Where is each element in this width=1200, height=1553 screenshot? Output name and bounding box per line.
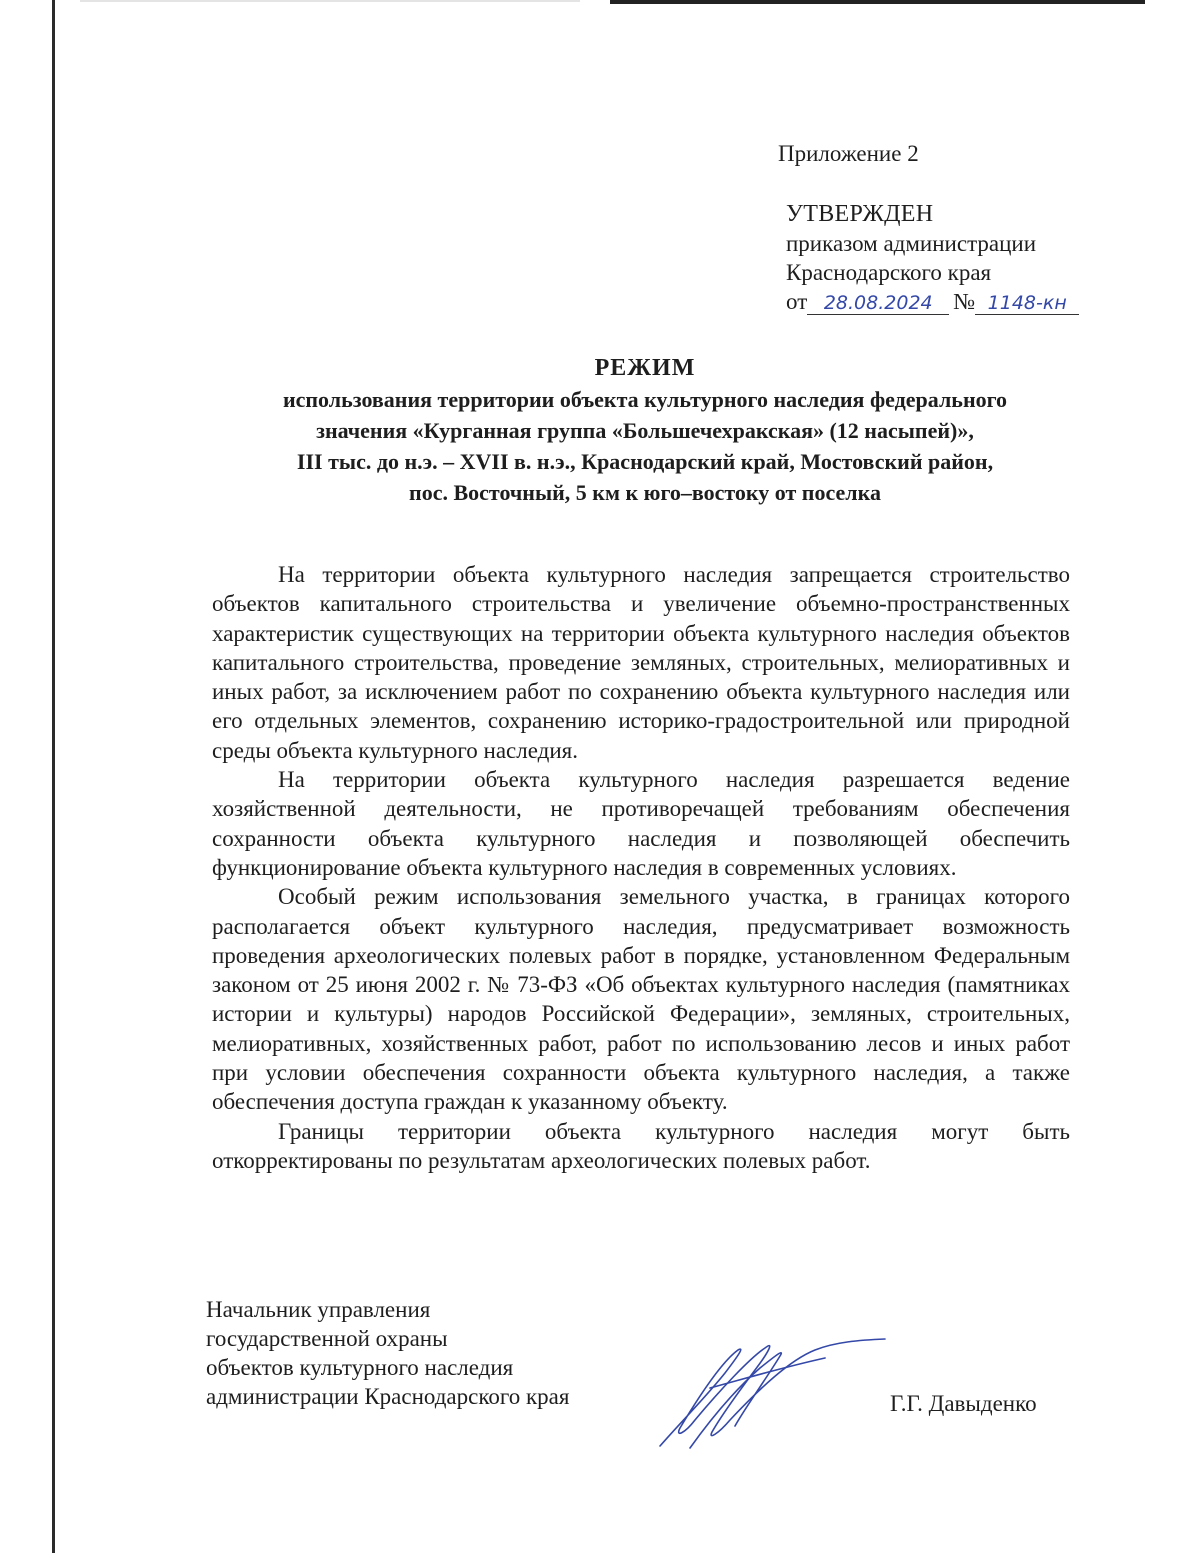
position-line-4: администрации Краснодарского края	[206, 1384, 570, 1409]
signatory-position	[206, 1295, 569, 1411]
approval-date-row	[786, 287, 1079, 316]
title-line-2: значения «Курганная группа «Большечехракская» (12 насыпей)»,	[316, 418, 974, 443]
position-line-3: объектов культурного наследия	[206, 1355, 514, 1380]
document-title	[200, 352, 1090, 508]
document-body	[212, 560, 1070, 1175]
approval-line-2: Краснодарского края	[786, 260, 992, 285]
paragraph-4: Границы территории объекта культурного наследия могут быть откорректированы по результатам археологических полевых работ.	[212, 1118, 1070, 1173]
approval-block	[786, 200, 1079, 316]
handwritten-signature	[650, 1328, 890, 1453]
signature-strokes	[660, 1339, 885, 1448]
title-line-4: пос. Восточный, 5 км к юго–востоку от поселка	[409, 480, 881, 505]
page-top-edge	[610, 0, 1145, 4]
paragraph-3: Особый режим использования земельного участка, в границах которого располагается объект культурного наследия, предусматривает возможность проведения археологических полевых работ в порядке, установленном Федеральным законом от 25 июня 2002 г. № 73-ФЗ «Об объектах культурного наследия (памятниках истории и культуры) народов Российской Федерации», земляных, строительных, мелиоративных, хозяйственных работ, работ по использованию лесов и иных работ при условии обеспечения сохранности объекта культурного наследия, а также обеспечения доступа граждан к указанному объекту.	[212, 884, 1070, 1115]
approval-line-1: приказом администрации	[786, 231, 1037, 256]
approval-title: УТВЕРЖДЕН	[786, 201, 934, 227]
handwritten-order-number: 1148-кн	[975, 292, 1079, 315]
page-left-edge	[52, 0, 55, 1553]
paragraph-1: На территории объекта культурного наследия запрещается строительство объектов капитального строительства и увеличение объемно-пространственных характеристик существующих на территории объекта культурного наследия объектов капитального строительства, проведение земляных, строительных, мелиоративных и иных работ, за исключением работ по сохранению объекта культурного наследия или его отдельных элементов, сохранению историко-градостроительной или природной среды объекта культурного наследия.	[212, 562, 1070, 763]
signatory-name: Г.Г. Давыденко	[890, 1391, 1037, 1416]
appendix-label: Приложение 2	[778, 141, 919, 166]
title-line-3: III тыс. до н.э. – XVII в. н.э., Краснодарский край, Мостовский район,	[296, 449, 994, 474]
handwritten-date: 28.08.2024	[807, 292, 949, 315]
number-prefix: №	[953, 289, 976, 314]
title-line-1: использования территории объекта культурного наследия федерального	[282, 387, 1008, 412]
position-line-2: государственной охраны	[206, 1326, 448, 1351]
paragraph-2: На территории объекта культурного наследия разрешается ведение хозяйственной деятельности, не противоречащей требованиям обеспечения сохранности объекта культурного наследия и позволяющей обеспечить функционирование объекта культурного наследия в современных условиях.	[212, 767, 1070, 880]
position-line-1: Начальник управления	[206, 1297, 431, 1322]
title-main: РЕЖИМ	[594, 355, 696, 381]
page-top-faint-edge	[80, 0, 580, 2]
date-prefix: от	[786, 289, 808, 314]
